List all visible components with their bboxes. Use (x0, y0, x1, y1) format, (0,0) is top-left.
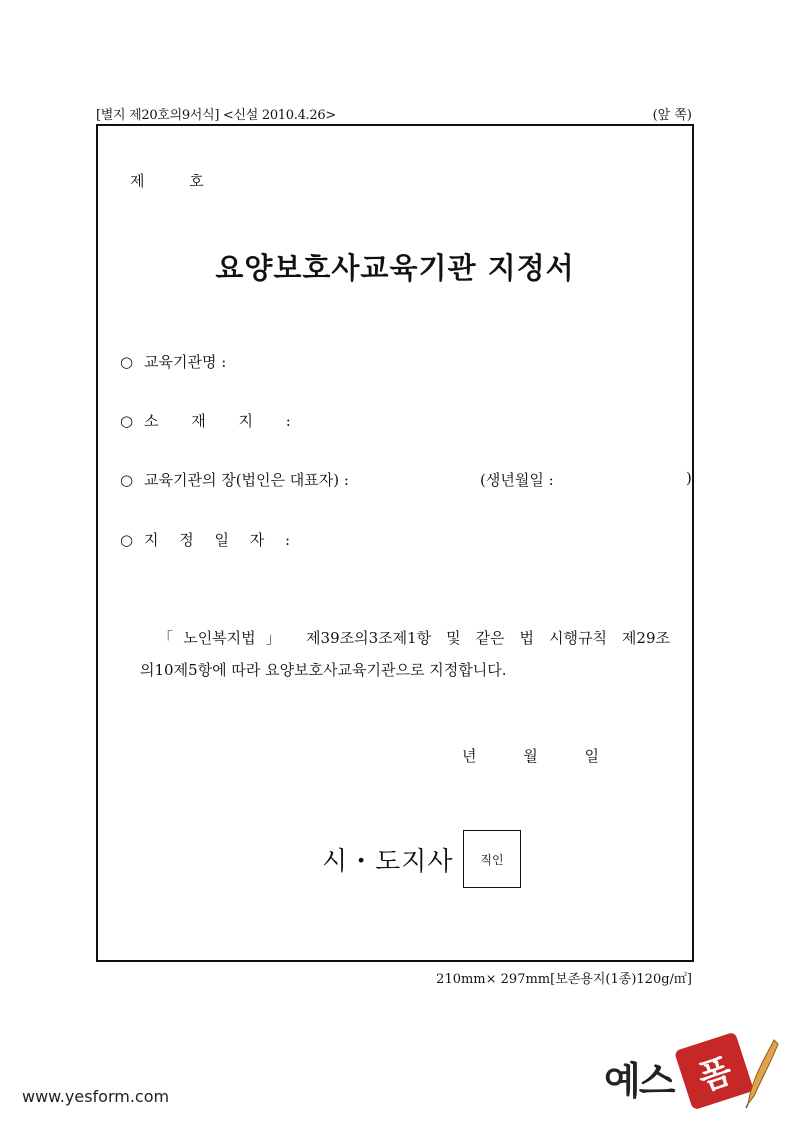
circle-bullet-icon: ○ (120, 471, 134, 489)
circle-bullet-icon: ○ (120, 531, 134, 549)
field-location (120, 410, 305, 431)
statement-line-1: 「노인복지법」 제39조의3조제1항 및 같은 법 시행규칙 제29조 (158, 629, 670, 647)
statement-line-2: 의10제5항에 따라 요양보호사교육기관으로 지정합니다. (140, 661, 507, 679)
document-number-label: 제 호 (130, 172, 204, 190)
seal-label: 직인 (480, 852, 504, 867)
field-label: 지 정 일 자 : (144, 531, 299, 549)
site-url-link[interactable]: www.yesform.com (22, 1087, 170, 1106)
field-label: 교육기관명 : (144, 353, 227, 371)
field-head-of-institution (120, 469, 349, 490)
issue-date-line: 년 월 일 (462, 747, 600, 765)
official-seal-box (463, 830, 521, 888)
form-label: [별지 제20호의9서식] <신설 2010.4.26> (96, 108, 336, 123)
logo-text: 예스 (604, 1059, 674, 1103)
yesform-logo[interactable] (604, 1034, 784, 1114)
field-designation-date (120, 529, 298, 550)
birthdate-label: (생년월일 : (480, 471, 554, 489)
logo-badge: 폼 (674, 1032, 754, 1111)
circle-bullet-icon: ○ (120, 412, 134, 430)
pen-nib-icon (744, 1038, 780, 1110)
circle-bullet-icon: ○ (120, 353, 134, 371)
signer-title: 시・도지사 (322, 847, 454, 877)
paper-size-note: 210mm× 297mm[보존용지(1종)120g/㎡] (436, 972, 692, 987)
field-label: 교육기관의 장(법인은 대표자) : (144, 471, 349, 489)
birthdate-close: ) (686, 469, 692, 487)
document-title: 요양보호사교육기관 지정서 (215, 251, 575, 285)
page-side-label: (앞 쪽) (652, 108, 692, 123)
field-institution-name (120, 351, 226, 372)
designation-statement (140, 622, 670, 686)
field-label: 소 재 지 : (144, 412, 305, 430)
